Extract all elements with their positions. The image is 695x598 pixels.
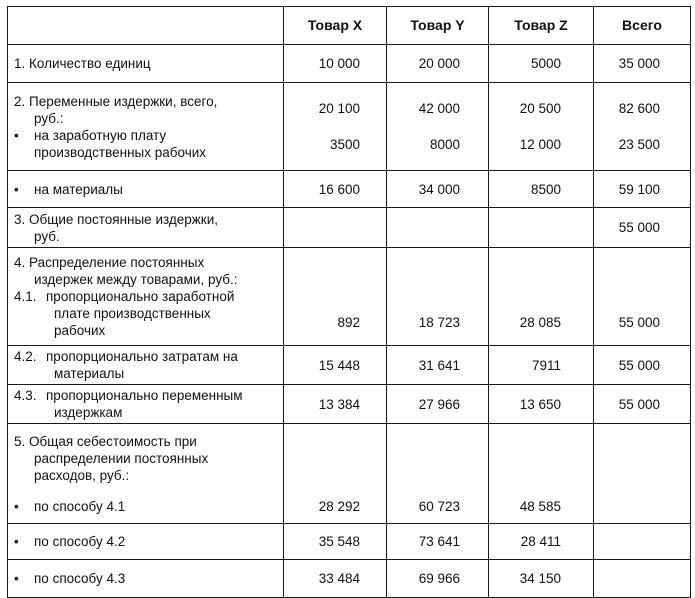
cell-z: 34 150 [489, 560, 594, 598]
row-label [8, 560, 284, 598]
cell-x [284, 83, 387, 171]
label-line: издержкам [54, 405, 123, 420]
bullet-marker: • [14, 181, 19, 197]
cell-y: 73 641 [387, 524, 489, 560]
cell-x: 35 548 [284, 524, 387, 560]
label-text: по способу 4.2 [34, 534, 126, 549]
label-line: 2. Переменные издержки, всего, [14, 93, 218, 109]
cell-y: 31 641 [387, 346, 489, 385]
cell-total [594, 83, 691, 171]
label-line: 3. Общие постоянные издержки, [14, 211, 218, 227]
sub-value: 12 000 [519, 137, 561, 152]
cost-allocation-table [7, 6, 691, 598]
bullet-marker: • [14, 534, 19, 549]
label-line: материалы [54, 366, 125, 381]
sub-label-line [14, 498, 277, 515]
row-label [8, 248, 284, 346]
item-number: 4.1. [14, 289, 37, 304]
cell-y [387, 424, 489, 524]
cell-y [387, 248, 489, 346]
bullet-marker: • [14, 498, 19, 514]
row-label [8, 524, 284, 560]
table-row [8, 83, 691, 171]
cell-x [284, 248, 387, 346]
header-product-z: Товар Z [489, 7, 594, 45]
label-line [14, 348, 277, 365]
cell-z [489, 83, 594, 171]
row-label [8, 385, 284, 424]
value: 20 500 [519, 101, 561, 116]
cell-z: 13 650 [489, 385, 594, 424]
label-line: издержек между товарами, руб.: [34, 272, 238, 287]
table-row [8, 171, 691, 208]
table-row [8, 424, 691, 524]
sub-label-text: пропорционально заработной [46, 289, 235, 304]
table-row [8, 524, 691, 560]
sub-label-line: плате производственных [54, 306, 211, 321]
label-line: распределении постоянных [34, 450, 209, 466]
cell-x: 13 384 [284, 385, 387, 424]
sub-value: 28 292 [318, 499, 360, 514]
cell-total [594, 524, 691, 560]
cell-x [284, 424, 387, 524]
cell-total: 35 000 [594, 45, 691, 83]
label-line: руб. [34, 228, 60, 244]
sub-value: 28 085 [519, 315, 561, 330]
cell-total [594, 424, 691, 524]
sub-label-text: на заработную плату [34, 127, 167, 143]
cell-total: 55 000 [594, 208, 691, 248]
header-product-x: Товар X [284, 7, 387, 45]
cell-x: 15 448 [284, 346, 387, 385]
cell-y: 20 000 [387, 45, 489, 83]
cell-z: 5000 [489, 45, 594, 83]
sub-label-text: по способу 4.1 [34, 498, 126, 514]
row-label [8, 83, 284, 171]
label-line: на материалы [34, 181, 123, 197]
cell-total [594, 560, 691, 598]
value: 82 600 [618, 101, 660, 116]
label-text: по способу 4.3 [34, 571, 126, 586]
cell-y: 69 966 [387, 560, 489, 598]
label-text: пропорционально затратам на [46, 349, 238, 364]
cell-z [489, 208, 594, 248]
bullet-marker: • [14, 127, 19, 143]
table-row [8, 560, 691, 598]
sub-value: 8000 [429, 137, 460, 152]
sub-value: 48 585 [519, 499, 561, 514]
sub-value: 18 723 [418, 315, 460, 330]
cell-total: 55 000 [594, 346, 691, 385]
sub-label-line: рабочих [54, 323, 106, 338]
value: 20 100 [318, 101, 360, 116]
cell-z [489, 424, 594, 524]
cell-z [489, 248, 594, 346]
header-row [8, 7, 691, 45]
sub-value: 55 000 [618, 315, 660, 330]
cell-total [594, 248, 691, 346]
label-line: 5. Общая себестоимость при [14, 433, 197, 449]
label-text: пропорционально переменным [46, 388, 243, 403]
cell-z: 8500 [489, 171, 594, 208]
cell-y [387, 83, 489, 171]
sub-label-line [14, 127, 277, 144]
row-label [8, 208, 284, 248]
label-line [14, 387, 277, 404]
sub-label-line: производственных рабочих [34, 144, 207, 160]
row-label [8, 171, 284, 208]
cell-x [284, 208, 387, 248]
header-total: Всего [594, 7, 691, 45]
cell-total: 55 000 [594, 385, 691, 424]
row-label [8, 424, 284, 524]
sub-label-line [14, 288, 277, 305]
item-number: 4.2. [14, 349, 37, 364]
cell-z: 28 411 [489, 524, 594, 560]
label-line: 4. Распределение постоянных [14, 255, 205, 270]
sub-value: 892 [337, 315, 360, 330]
item-number: 4.3. [14, 388, 37, 403]
sub-value: 23 500 [618, 137, 660, 152]
sub-value: 60 723 [418, 499, 460, 514]
value: 42 000 [418, 101, 460, 116]
cell-x: 10 000 [284, 45, 387, 83]
cell-y: 34 000 [387, 171, 489, 208]
cell-z: 7911 [489, 346, 594, 385]
row-label [8, 45, 284, 83]
table-row [8, 248, 691, 346]
header-empty [8, 7, 284, 45]
cell-y [387, 208, 489, 248]
cell-total: 59 100 [594, 171, 691, 208]
table-row [8, 346, 691, 385]
cost-table-container [7, 6, 690, 586]
cell-x: 33 484 [284, 560, 387, 598]
sub-value: 3500 [329, 137, 360, 152]
label-line: 1. Количество единиц [14, 56, 151, 71]
label-line: расходов, руб.: [34, 467, 130, 483]
bullet-marker: • [14, 571, 19, 586]
table-row [8, 208, 691, 248]
cell-y: 27 966 [387, 385, 489, 424]
label-line: руб.: [34, 110, 64, 126]
row-label [8, 346, 284, 385]
header-product-y: Товар Y [387, 7, 489, 45]
cell-x: 16 600 [284, 171, 387, 208]
table-row [8, 385, 691, 424]
table-row [8, 45, 691, 83]
